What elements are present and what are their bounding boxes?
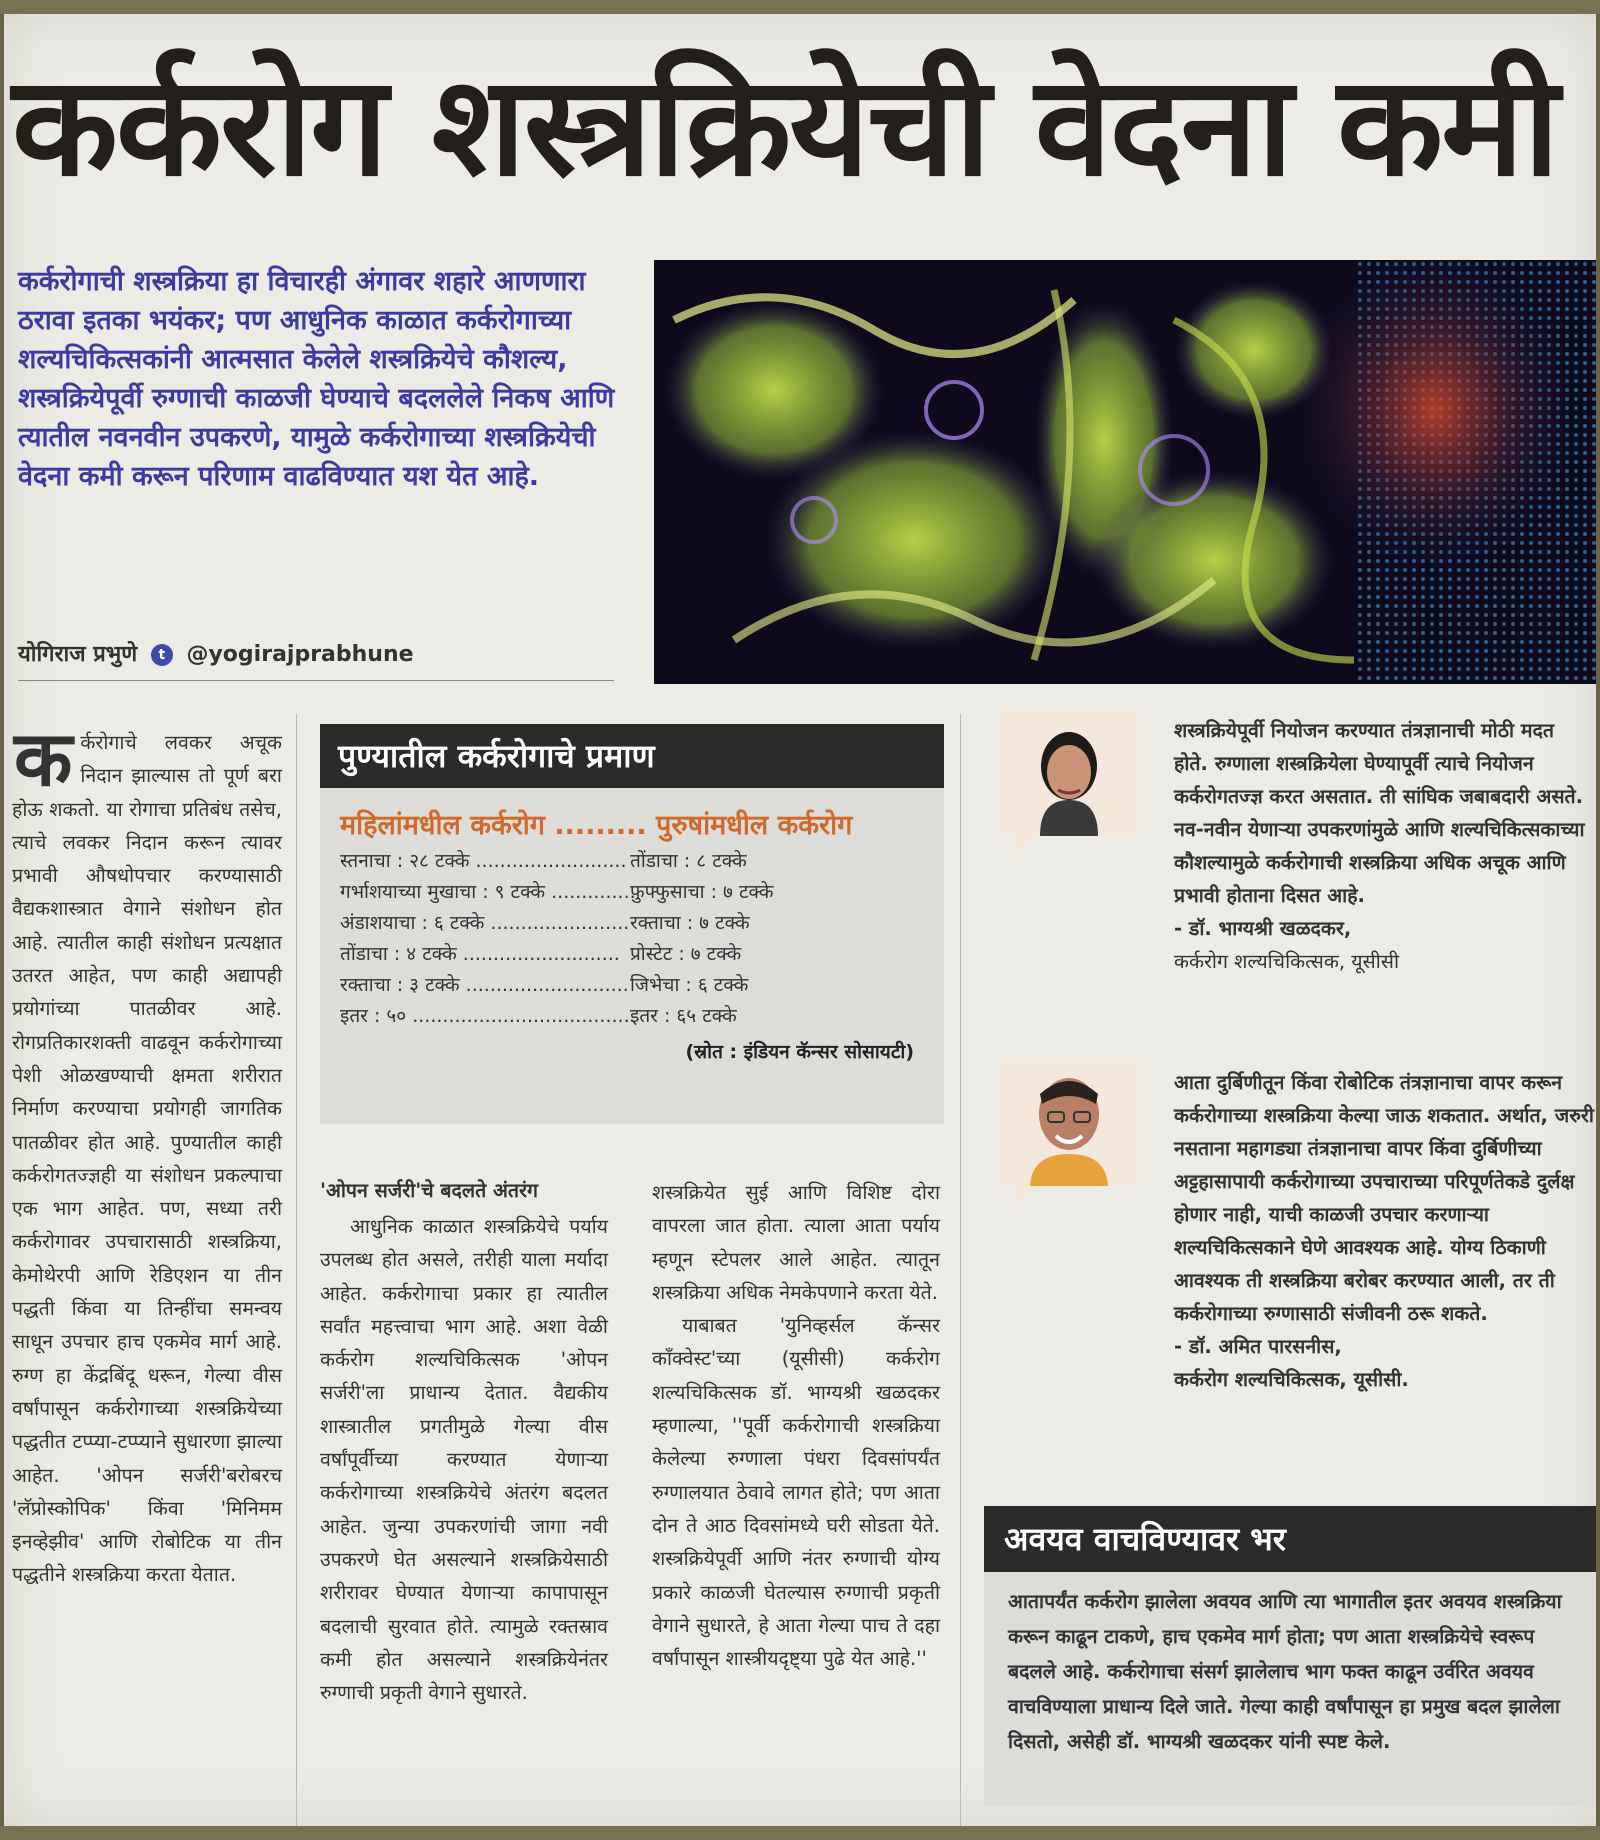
article-column-3 — [652, 1176, 940, 1675]
portrait-bhagyashree — [1000, 708, 1138, 836]
quote-bhagyashree — [1174, 714, 1594, 978]
scan-border-top — [0, 0, 1600, 14]
stats-rows — [320, 842, 944, 1032]
byline-rule — [18, 680, 614, 681]
stat-row: इतर : ५० ....................................इतर : ६५ टक्के — [340, 1005, 737, 1027]
article-column-2 — [320, 1210, 608, 1709]
portrait-pointer — [1014, 1186, 1036, 1208]
stat-row: अंडाशयाचा : ६ टक्के .......................रक्ताचा : ७ टक्के — [340, 912, 750, 934]
scan-border-bottom — [0, 1826, 1600, 1840]
stats-source: (स्रोत : इंडियन कॅन्सर सोसायटी) — [685, 1041, 914, 1063]
organ-box-text: आतापर्यंत कर्करोग झालेला अवयव आणि त्या भागातील इतर अवयव शस्त्रक्रिया करून काढून टाकणे, हाच एकमेव मार्ग होता; पण आता शस्त्रक्रियेचे स्वरूप बदलले आहे. कर्करोगाचा संसर्ग झालेलाच भाग फक्त काढून उर्वरित अवयव वाचविण्याला प्राधान्य दिले जाते. गेल्या काही वर्षांपासून हा प्रमुख बदल झालेला दिसतो, असेही डॉ. भाग्यश्री खळदकर यांनी स्पष्ट केले. — [1008, 1590, 1562, 1753]
quote-2-title: कर्करोग शल्यचिकित्सक, यूसीसी. — [1174, 1368, 1409, 1391]
stat-row: रक्ताचा : ३ टक्के ...........................जिभेचा : ६ टक्के — [340, 974, 749, 996]
column-3-para-1: शस्त्रक्रियेत सुई आणि विशिष्ट दोरा वापरला जात होता. त्याला आता पर्याय म्हणून स्टेपलर आले आहेत. त्यातून शस्त्रक्रिया अधिक नेमकेपणाने करता येते. — [652, 1181, 940, 1304]
lede-paragraph: कर्करोगाची शस्त्रक्रिया हा विचारही अंगावर शहारे आणणारा ठरावा इतका भयंकर; पण आधुनिक काळात कर्करोगाच्या शल्यचिकित्सकांनी आत्मसात केलेले शस्त्रक्रियेचे कौशल्य, शस्त्रक्रियेपूर्वी रुग्णाची काळजी घेण्याचे बदललेले निकष आणि त्यातील नवनवीन उपकरणे, यामुळे कर्करोगाच्या शस्त्रक्रियेची वेदना कमी करून परिणाम वाढविण्यात यश येत आहे. — [18, 266, 615, 492]
organ-box-title: अवयव वाचविण्यावर भर — [984, 1506, 1596, 1572]
quote-2-text: आता दुर्बिणीतून किंवा रोबोटिक तंत्रज्ञानाचा वापर करून कर्करोगाच्या शस्त्रक्रिया केल्या जाऊ शकतात. अर्थात, जरुरी नसताना महागड्या तंत्रज्ञानाचा वापर किंवा दुर्बिणीच्या अट्टहासापायी कर्करोगाच्या उपचाराच्या परिपूर्णतेकडे दुर्लक्ष होणार नाही, याची काळजी उपचार करणाऱ्या शल्यचिकित्सकाने घेणे आवश्यक आहे. योग्य ठिकाणी आवश्यक ती शस्त्रक्रिया बरोबर करण्यात आली, तर ती कर्करोगाच्या रुग्णासाठी संजीवनी ठरू शकते. — [1174, 1071, 1594, 1325]
column-rule — [960, 714, 961, 1826]
article-column-1 — [12, 714, 282, 1592]
stats-subtitle: महिलांमधील कर्करोग ......... पुरुषांमधील कर्करोग — [340, 810, 853, 841]
stat-row: गर्भाशयाच्या मुखाचा : ९ टक्के ..............फुफ्फुसाचा : ७ टक्के — [340, 881, 774, 903]
column-rule — [296, 714, 297, 1826]
cancer-cells-micrograph — [654, 260, 1596, 684]
byline — [18, 638, 618, 668]
stats-title: पुण्यातील कर्करोगाचे प्रमाण — [320, 724, 944, 788]
twitter-icon: t — [151, 644, 173, 666]
stat-row: तोंडाचा : ४ टक्के .......................... प्रोस्टेट : ७ टक्के — [340, 943, 742, 965]
column-3-para-2: याबाबत 'युनिव्हर्सल कॅन्सर कॉंक्वेस्ट'च्या (यूसीसी) कर्करोग शल्यचिकित्सक डॉ. भाग्यश्री खळदकर म्हणाल्या, ''पूर्वी कर्करोगाची शस्त्रक्रिया केलेल्या रुग्णाला पंधरा दिवसांपर्यंत रुग्णालयात ठेवावे लागत होते; पण आता दोन ते आठ दिवसांमध्ये घरी सोडता येते. शस्त्रक्रियेपूर्वी आणि नंतर रुग्णाची योग्य प्रकारे काळजी घेतल्यास रुग्णाची प्रकृती वेगाने सुधारते, हे आता गेल्या पाच ते दहा वर्षांपासून शास्त्रीयदृष्ट्या पुढे येत आहे.'' — [652, 1314, 940, 1671]
column-2-text: आधुनिक काळात शस्त्रक्रियेचे पर्याय उपलब्ध होत असले, तरीही याला मर्यादा आहेत. कर्करोगाचा प्रकार हा त्यातील सर्वांत महत्त्वाचा भाग आहे. अशा वेळी कर्करोग शल्यचिकित्सक 'ओपन सर्जरी'ला प्राधान्य देतात. वैद्यकीय शास्त्रातील प्रगतीमुळे गेल्या वीस वर्षांपूर्वीच्या करण्यात येणाऱ्या कर्करोगाच्या शस्त्रक्रियेचे अंतरंग बदलत आहेत. जुन्या उपकरणांची जागा नवी उपकरणे घेत असल्याने शस्त्रक्रियेसाठी शरीरावर घेण्यात येणाऱ्या कापापासून बदलाची सुरवात होते. त्यामुळे रक्तस्राव कमी होत असल्याने शस्त्रक्रियेनंतर रुग्णाची प्रकृती वेगाने सुधारते. — [320, 1215, 608, 1705]
stats-box — [320, 724, 944, 1124]
portrait-pointer — [1014, 836, 1036, 858]
quote-2-name: - डॉ. अमित पारसनीस, — [1174, 1335, 1342, 1358]
drop-cap: क — [14, 714, 73, 803]
quote-1-name: - डॉ. भाग्यश्री खळदकर, — [1174, 917, 1352, 940]
organ-saving-box — [984, 1506, 1596, 1806]
quote-1-title: कर्करोग शल्यचिकित्सक, यूसीसी — [1174, 950, 1400, 973]
quote-amit — [1174, 1066, 1594, 1396]
byline-handle: @yogirajprabhune — [186, 642, 414, 667]
headline: कर्करोग शस्त्रक्रियेची वेदना कमी — [12, 46, 1558, 207]
portrait-amit — [1000, 1058, 1138, 1186]
newspaper-page — [4, 14, 1596, 1826]
quote-1-text: शस्त्रक्रियेपूर्वी नियोजन करण्यात तंत्रज्ञानाची मोठी मदत होते. रुग्णाला शस्त्रक्रियेला घेण्यापूर्वी त्याचे नियोजन कर्करोगतज्ज्ञ करत असतात. ती सांघिक जबाबदारी असते. नव-नवीन येणाऱ्या उपकरणांमुळे आणि शल्यचिकित्सकाच्या कौशल्यामुळे कर्करोगाची शस्त्रक्रिया अधिक अचूक आणि प्रभावी होताना दिसत आहे. — [1174, 719, 1585, 907]
column-1-text: र्करोगाचे लवकर अचूक निदान झाल्यास तो पूर्ण बरा होऊ शकतो. या रोगाचा प्रतिबंध तसेच, त्याचे लवकर निदान करून त्यावर प्रभावी औषधोपचार करण्यासाठी वैद्यकशास्त्रात वेगाने संशोधन होत आहे. त्यातील काही संशोधन प्रत्यक्षात उतरत आहेत, पण काही अद्यापही प्रयोगांच्या पातळीवर आहे. रोगप्रतिकारशक्ती वाढवून कर्करोगाच्या पेशी ओळखण्याची क्षमता शरीरात निर्माण करण्याचा प्रयोगही जागतिक पातळीवर होत आहे. पुण्यातील काही कर्करोगतज्ज्ञही या संशोधन प्रकल्पाचा एक भाग आहेत. पण, सध्या तरी कर्करोगावर उपचारासाठी शस्त्रक्रिया, केमोथेरपी आणि रेडिएशन या तीन पद्धती किंवा या तिन्हींचा समन्वय साधून उपचार हाच एकमेव मार्ग आहे. रुग्ण हा केंद्रबिंदू धरून, गेल्या वीस वर्षांपासून कर्करोगाच्या शस्त्रक्रियेच्या पद्धतीत टप्प्या-टप्प्याने सुधारणा झाल्या आहेत. 'ओपन सर्जरी'बरोबरच 'लॅप्रोस्कोपिक' किंवा 'मिनिमम इनव्हेझीव' आणि रोबोटिक या तीन पद्धतीने शस्त्रक्रिया करता येतात. — [12, 731, 282, 1587]
byline-author: योगिराज प्रभुणे — [18, 642, 138, 667]
column-2-heading: 'ओपन सर्जरी'चे बदलते अंतरंग — [320, 1179, 539, 1202]
stat-row: स्तनाचा : २८ टक्के ......................... तोंडाचा : ८ टक्के — [340, 850, 747, 872]
